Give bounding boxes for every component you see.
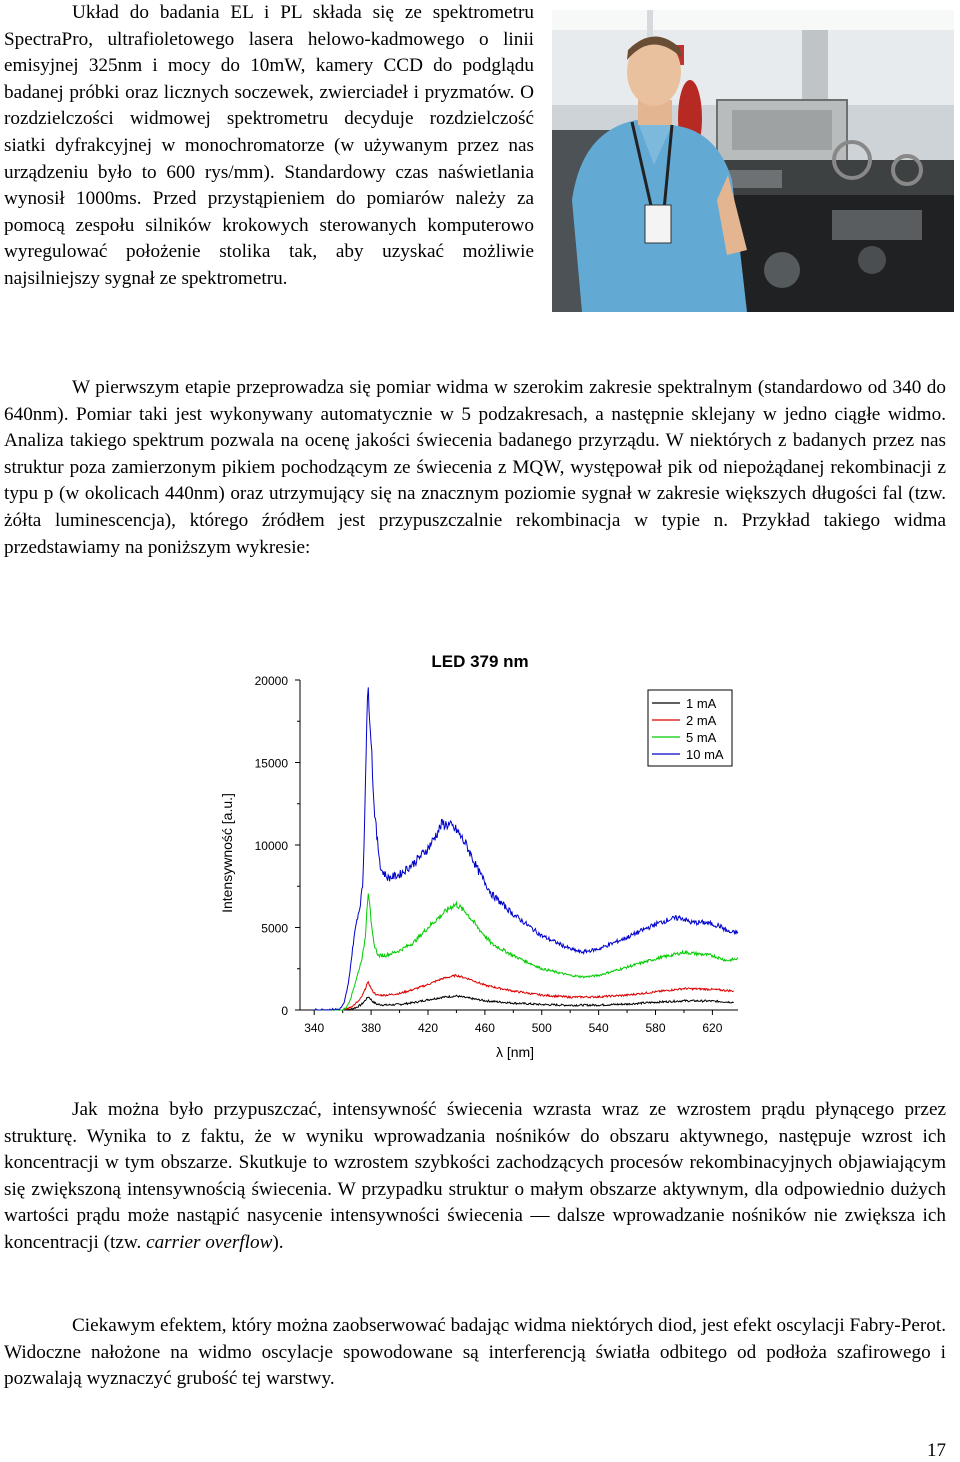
y-tick-label: 20000 (254, 674, 288, 688)
x-tick-label: 500 (531, 1021, 552, 1035)
chart-svg (0, 630, 960, 1070)
x-tick-label: 580 (645, 1021, 666, 1035)
chart-legend (648, 690, 732, 766)
x-tick-label: 420 (417, 1021, 439, 1035)
carrier-overflow-term: carrier overflow (146, 1231, 273, 1253)
page-number: 17 (927, 1440, 946, 1461)
legend-label: 10 mA (686, 747, 724, 762)
intro-paragraph: Układ do badania EL i PL składa się ze spektrometru SpectraPro, ultrafioletowego lasera helowo-kadmowego o linii emisyjnej 325nm i mocy do 10mW, kamery CCD do podglądu badanej próbki oraz licznych soczewek, zwierciadeł i pryzmatów. O rozdzielczości widmowej spektrometru decyduje rozdzielczość siatki dyfrakcyjnej w monochromatorze (w używanym przez nas urządzeniu było to 600 rys/mm). Standardowy czas naświetlania wynosił 1000ms. Przed przystąpieniem do pomiarów należy za pomocą zespołu silników krokowych sterowanych komputerowo wyregulować położenie stolika tak, aby uzyskać możliwie najsilniejszy sygnał ze spektrometru. (4, 2, 534, 289)
y-tick-label: 0 (281, 1004, 288, 1018)
fabry-perot-paragraph: Ciekawym efektem, który można zaobserwować badając widma niektórych diod, jest efekt oscylacji Fabry-Perot. Widoczne nałożone na widmo oscylacje spowodowane są interferencją światła odbitego od podłoża szafirowego i pozwalają wyznaczyć grubość tej warstwy. (4, 1315, 946, 1390)
x-tick-label: 340 (304, 1021, 325, 1035)
intensity-paragraph-text: Jak można było przypuszczać, intensywność świecenia wzrasta wraz ze wzrostem prądu płynącego przez strukturę. Wynika to z faktu, że w wyniku wprowadzania nośników do obszaru aktywnego, następuje wzrost ich koncentracji w tym obszarze. Skutkuje to wzrostem szybkości zachodzących procesów rekombinacyjnych objawiającym się zwiększoną intensywnością świecenia. W przypadku struktur o małym obszarze aktywnym, dla odpowiednio dużych wartości prądu może nastąpić nasycenie intensywności świecenia — dalsze wprowadzanie nośników nie zwiększa ich koncentracji (tzw. (4, 1099, 946, 1253)
spectrum-paragraph: W pierwszym etapie przeprowadza się pomiar widma w szerokim zakresie spektralnym (standardowo od 340 do 640nm). Pomiar taki jest wykonywany automatycznie w 5 podzakresach, a następnie sklejany w jedno ciągłe widmo. Analiza takiego spektrum pozwala na ocenę jakości świecenia badanego przyrządu. W niektórych z badanych przez nas struktur poza zamierzonym pikiem pochodzącym ze świecenia z MQW, występował pik od niepożądanej rekombinacji z typu p (w okolicach 440nm) oraz utrzymujący się na znacznym poziomie sygnał w zakresie większych długości fal (tzw. żółta luminescencja), którego źródłem jest przypuszczalnie rekombinacja w typie n. Przykład takiego widma przedstawiamy na poniższym wykresie: (4, 377, 946, 558)
laboratory-photo-image (552, 10, 954, 312)
series-line-1-mA (314, 995, 734, 1010)
legend-label: 2 mA (686, 713, 717, 728)
intensity-paragraph-end: ). (272, 1231, 284, 1253)
chart-title: LED 379 nm (431, 652, 529, 671)
spectrum-chart (0, 630, 960, 1070)
y-tick-label: 5000 (261, 921, 288, 936)
intensity-paragraph (4, 1097, 946, 1257)
x-tick-label: 460 (474, 1021, 495, 1035)
legend-label: 5 mA (686, 730, 717, 745)
x-tick-label: 620 (702, 1021, 723, 1035)
laboratory-photo (552, 10, 954, 312)
y-tick-label: 10000 (254, 839, 288, 853)
legend-label: 1 mA (686, 696, 717, 711)
y-axis-label: Intensywność [a.u.] (219, 793, 235, 913)
y-tick-label: 15000 (254, 756, 288, 771)
x-tick-label: 380 (361, 1021, 382, 1035)
x-axis-label: λ [nm] (495, 1044, 535, 1060)
x-tick-label: 540 (588, 1021, 609, 1035)
